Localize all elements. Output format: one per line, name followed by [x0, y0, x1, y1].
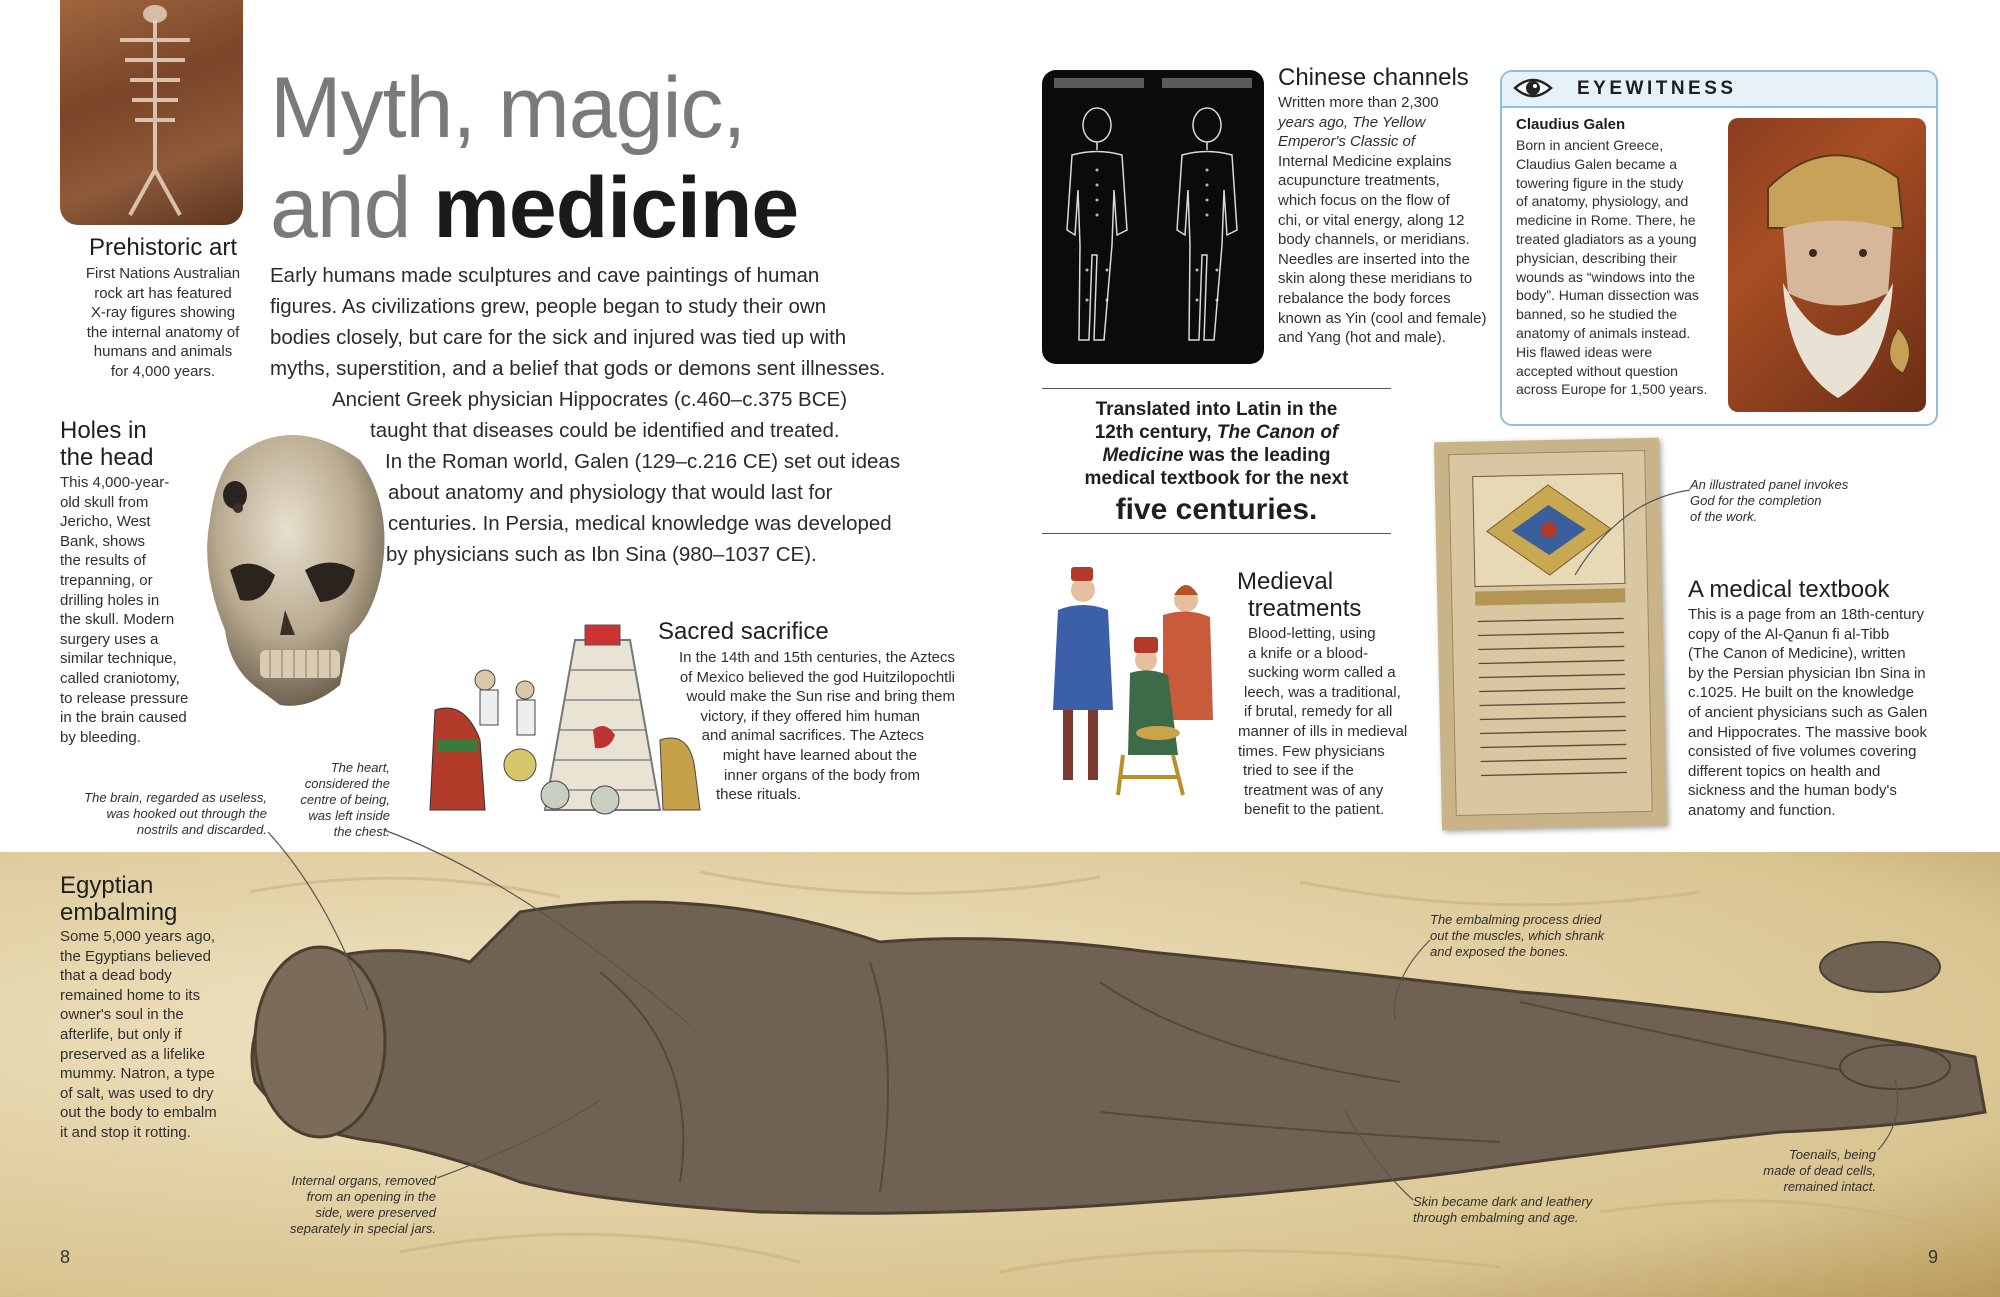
egyptian-title: Egyptian embalming	[60, 872, 178, 926]
note-heart: The heart, considered the centre of being, was left inside the chest.	[300, 760, 390, 839]
note-organs: Internal organs, removed from an opening in the side, were preserved separately in special jars.	[290, 1173, 436, 1236]
title-bold-word: medicine	[433, 160, 799, 256]
note-skin: Skin became dark and leathery through embalming and age.	[1413, 1194, 1593, 1225]
page-number-right: 9	[1928, 1247, 1939, 1267]
medieval-title: Medieval treatments	[1237, 568, 1362, 622]
sacrifice-title: Sacred sacrifice	[658, 618, 829, 645]
eyewitness-name: Claudius Galen	[1516, 116, 1626, 133]
intro-paragraph: Early humans made sculptures and cave paintings of human figures. As civilizations grew, people began to study their own bodies closely, but care for the sick and injured was tied up with myths, superstition, and a belief that gods or demons sent illnesses. Ancient Greek physician Hippocrates (c.460–c.375 BCE) taught that diseases could be identified and treated. In the Roman world, Galen (129–c.216 CE) set out ideas about anatomy and physiology that would last for centuries. In Persia, medical knowledge was developed by physicians such as Ibn Sina (980–1037 CE).	[270, 264, 901, 566]
medieval-text: Blood-letting, using a knife or a blood- sucking worm called a leech, was a traditional, if brutal, remedy for all manner of ills in medieval times. Few physicians tried to see if the treatment was of any benefit to the patient.	[1238, 625, 1408, 819]
egyptian-text: Some 5,000 years ago, the Egyptians believed that a dead body remained home to its owner's soul in the afterlife, but only if preserved as a lifelike mummy. Natron, a type of salt, was used to dry out the body to embalm it and stop it rotting.	[60, 928, 217, 1141]
note-illustrated-panel: An illustrated panel invokes God for the completion of the work.	[1690, 477, 1849, 524]
sacrifice-text: In the 14th and 15th centuries, the Aztecs of Mexico believed the god Huitzilopochtli would make the Sun rise and bring them victory, if they offered him human and animal sacrifices. The Aztecs might have learned about the inner organs of the body from these rituals.	[678, 649, 955, 804]
holes-text: This 4,000-year- old skull from Jericho, West Bank, shows the results of trepanning, or drilling holes in the skull. Modern surgery uses a similar technique, called craniotomy, to release pressure in the brain caused by bleeding.	[60, 474, 189, 746]
page-number-left: 8	[60, 1247, 71, 1267]
note-brain: The brain, regarded as useless, was hooked out through the nostrils and discarded.	[84, 790, 267, 837]
chinese-channels-title: Chinese channels	[1278, 64, 1469, 91]
prehistoric-art-text: First Nations Australian rock art has featured X-ray figures showing the internal anatomy of humans and animals for 4,000 years.	[85, 265, 241, 380]
holes-title: Holes in the head	[60, 417, 154, 471]
eyewitness-label: EYEWITNESS	[1577, 78, 1737, 99]
eyewitness-text: Born in ancient Greece, Claudius Galen became a towering figure in the study of anatomy, physiology, and medicine in Rome. There, he treated gladiators as a young physician, describing their wounds as “windows into the body”. Human dissection was banned, so he studied the anatomy of animals instead. His flawed ideas were accepted without question across Europe for 1,500 years.	[1516, 137, 1708, 398]
prehistoric-art-title: Prehistoric art	[88, 234, 238, 261]
pull-quote: Translated into Latin in the 12th century, The Canon of Medicine was the leading medical textbook for the next five centuries.	[1084, 399, 1349, 526]
chinese-channels-text: Written more than 2,300 years ago, The Yellow Emperor's Classic of Internal Medicine explains acupuncture treatments, which focus on the flow of chi, or vital energy, along 12 body channels, or meridians. Needles are inserted into the skin along these meridians to rebalance the body forces known as Yin (cool and female) and Yang (hot and male).	[1278, 94, 1487, 347]
textbook-title: A medical textbook	[1688, 576, 1890, 603]
note-muscles: The embalming process dried out the muscles, which shrank and exposed the bones.	[1430, 912, 1605, 959]
textbook-text: This is a page from an 18th-century copy of the Al-Qanun fi al-Tibb (The Canon of Medicine), written by the Persian physician Ibn Sina in c.1025. He built on the knowledge of ancient physicians such as Galen and Hippocrates. The massive book consisted of five volumes covering different topics on health and sickness and the human body's anatomy and function.	[1688, 606, 1928, 819]
page-title: Myth, magic, and medicine	[270, 60, 799, 256]
note-toenails: Toenails, being made of dead cells, remained intact.	[1763, 1147, 1876, 1194]
